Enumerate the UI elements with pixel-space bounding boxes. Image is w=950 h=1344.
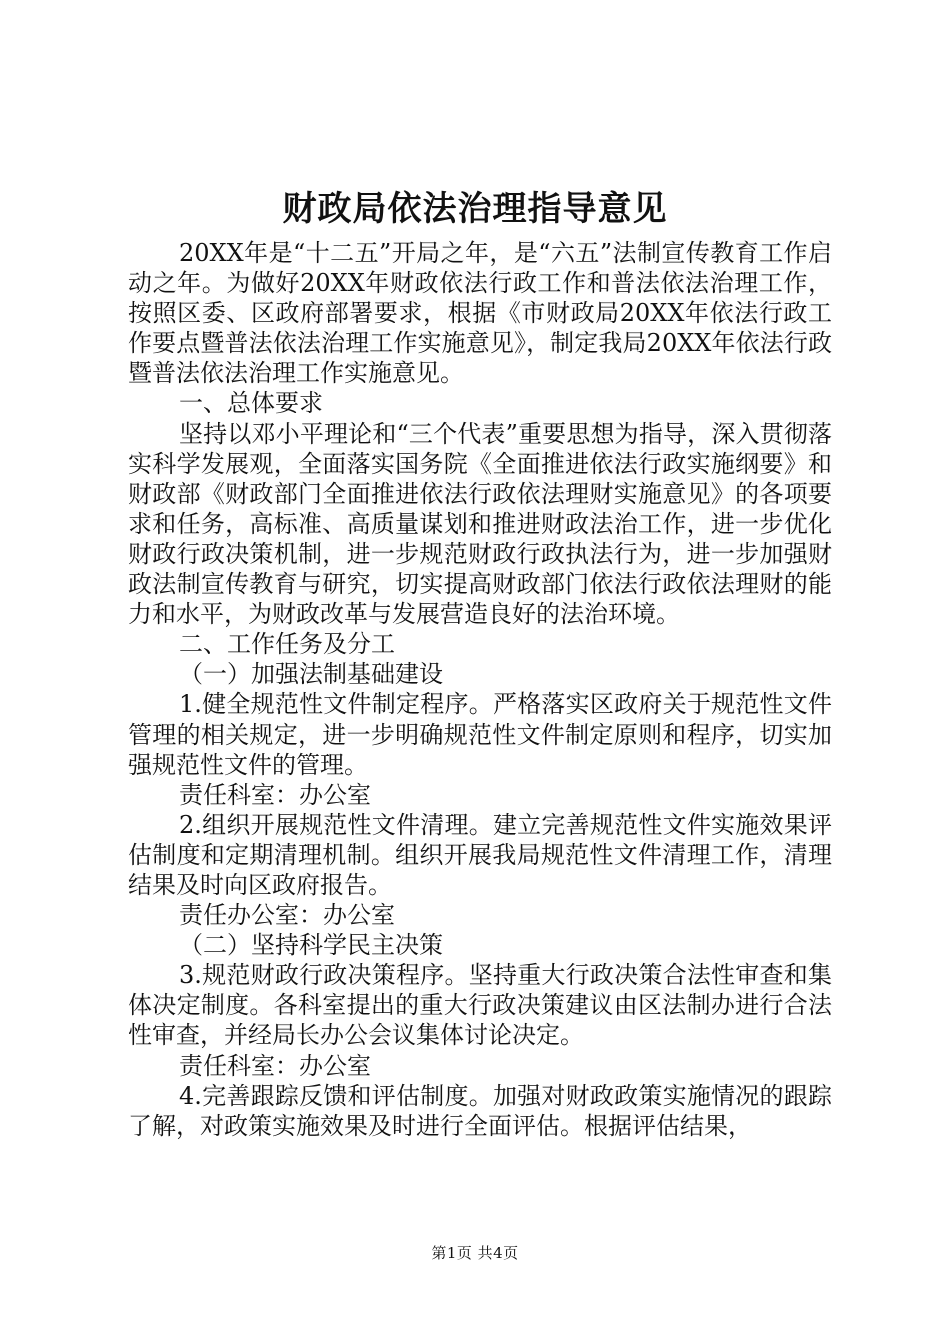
responsible-office-3: 责任科室：办公室: [179, 1051, 371, 1080]
task-item-1: 1.健全规范性文件制定程序。严格落实区政府关于规范性文件管理的相关规定，进一步明确规范性文件制定原则和程序，切实加强规范性文件的管理。: [128, 690, 832, 779]
responsible-office-2: 责任办公室：办公室: [179, 901, 395, 930]
intro-paragraph: 20XX年是“十二五”开局之年，是“六五”法制宣传教育工作启动之年。为做好20XX年财政依法行政工作和普法依法治理工作，按照区委、区政府部署要求，根据《市财政局20XX年依法行政工作要点暨普法依法治理工作实施意见》，制定我局20XX年依法行政暨普法依法治理工作实施意见。: [128, 239, 832, 388]
subsection-heading-legal-foundation: （一）加强法制基础建设: [179, 660, 443, 689]
subsection-heading-scientific-decision: （二）坚持科学民主决策: [179, 931, 443, 960]
document-title: 财政局依法治理指导意见: [282, 189, 668, 229]
task-item-3: 3.规范财政行政决策程序。坚持重大行政决策合法性审查和集体决定制度。各科室提出的重大行政决策建议由区法制办进行合法性审查，并经局长办公会议集体讨论决定。: [128, 961, 832, 1050]
section-heading-tasks: 二、工作任务及分工: [179, 630, 395, 659]
page-number-footer: 第1页 共4页: [431, 1244, 519, 1262]
task-item-2: 2.组织开展规范性文件清理。建立完善规范性文件实施效果评估制度和定期清理机制。组织开展我局规范性文件清理工作，清理结果及时向区政府报告。: [128, 810, 832, 899]
document-body: [128, 238, 832, 1141]
responsible-office-1: 责任科室：办公室: [179, 780, 371, 809]
task-item-4: 4.完善跟踪反馈和评估制度。加强对财政政策实施情况的跟踪了解，对政策实施效果及时进行全面评估。根据评估结果，: [128, 1081, 832, 1140]
general-requirements-paragraph: 坚持以邓小平理论和“三个代表”重要思想为指导，深入贯彻落实科学发展观，全面落实国务院《全面推进依法行政实施纲要》和财政部《财政部门全面推进依法行政依法理财实施意见》的各项要求和任务，高标准、高质量谋划和推进财政法治工作，进一步优化财政行政决策机制，进一步规范财政行政执法行为，进一步加强财政法制宣传教育与研究，切实提高财政部门依法行政依法理财的能力和水平，为财政改革与发展营造良好的法治环境。: [128, 419, 832, 629]
section-heading-general-requirements: 一、总体要求: [179, 389, 323, 418]
